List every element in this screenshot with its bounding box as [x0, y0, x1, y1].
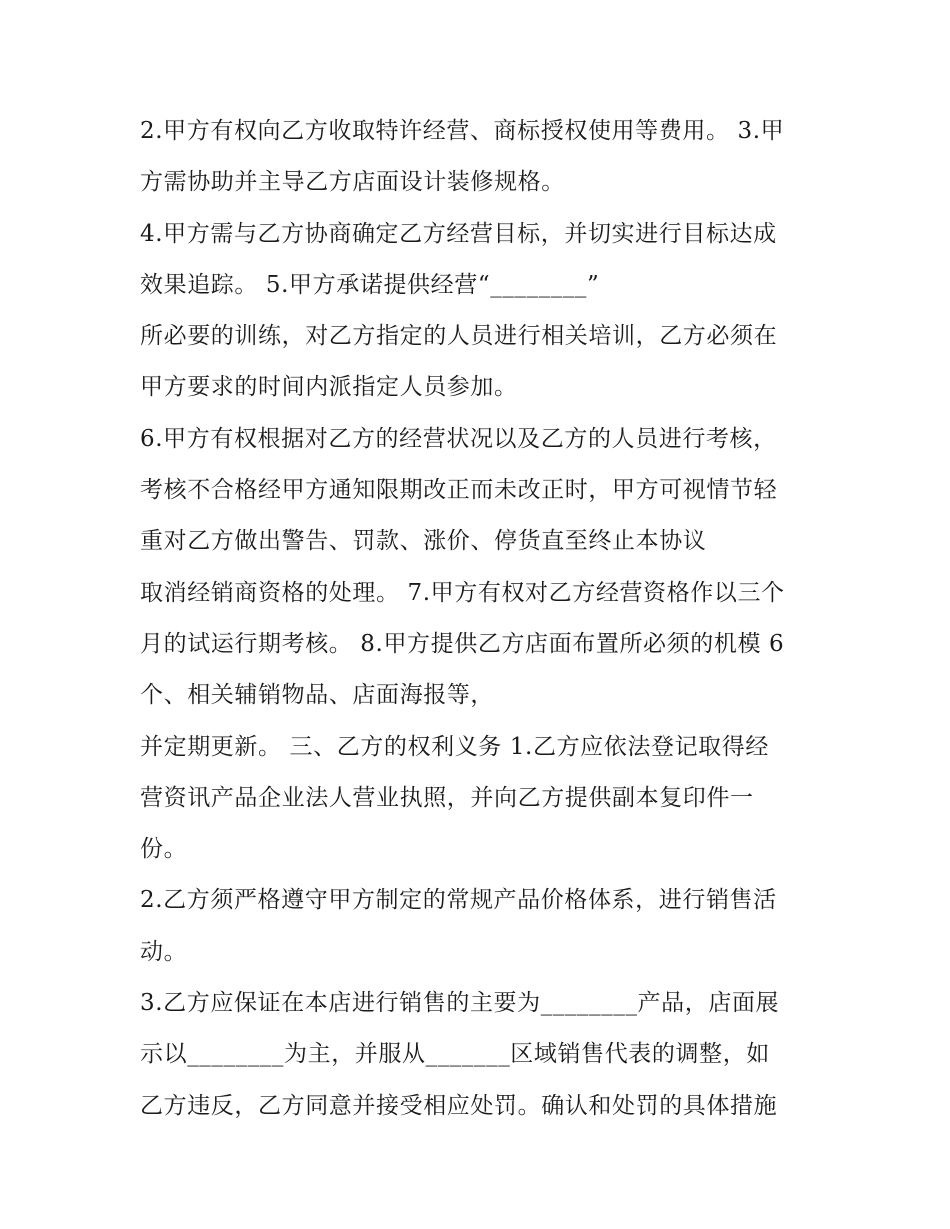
text-line: 并定期更新。 三、乙方的权利义务 1.乙方应依法登记取得经 — [140, 733, 769, 760]
text-line: 营资讯产品企业法人营业执照，并向乙方提供副本复印件一 — [140, 784, 754, 811]
text-line: 份。 — [140, 836, 188, 863]
contract-text-body — [140, 106, 820, 1132]
text-line: 取消经销商资格的处理。 7.甲方有权对乙方经营资格作以三个 — [140, 579, 785, 606]
text-line: 月的试运行期考核。 8.甲方提供乙方店面布置所必须的机模 6 — [140, 630, 785, 657]
text-line: 考核不合格经甲方通知限期改正而未改正时，甲方可视情节轻 — [140, 477, 778, 504]
text-line: 个、相关辅销物品、店面海报等， — [140, 682, 494, 709]
text-line: 4.甲方需与乙方协商确定乙方经营目标，并切实进行目标达成 — [140, 220, 777, 247]
text-line: 2.甲方有权向乙方收取特许经营、商标授权使用等费用。 3.甲 — [140, 118, 785, 144]
text-line: 动。 — [140, 938, 188, 965]
text-line: 乙方违反，乙方同意并接受相应处罚。确认和处罚的具体措施 — [140, 1092, 778, 1119]
text-line: 示以________为主，并服从_______区域销售代表的调整，如 — [140, 1041, 770, 1068]
text-line: 2.乙方须严格遵守甲方制定的常规产品价格体系，进行销售活 — [140, 887, 777, 914]
text-line: 6.甲方有权根据对乙方的经营状况以及乙方的人员进行考核， — [140, 425, 777, 452]
text-line: 3.乙方应保证在本店进行销售的主要为________产品，店面展 — [140, 990, 780, 1017]
text-line: 甲方要求的时间内派指定人员参加。 — [140, 374, 518, 401]
text-line: 所必要的训练，对乙方指定的人员进行相关培训，乙方必须在 — [140, 323, 778, 350]
text-line: 效果追踪。 5.甲方承诺提供经营“________” — [140, 271, 600, 298]
text-line: 重对乙方做出警告、罚款、涨价、停货直至终止本协议 — [140, 528, 707, 555]
text-line: 方需协助并主导乙方店面设计装修规格。 — [140, 169, 565, 196]
